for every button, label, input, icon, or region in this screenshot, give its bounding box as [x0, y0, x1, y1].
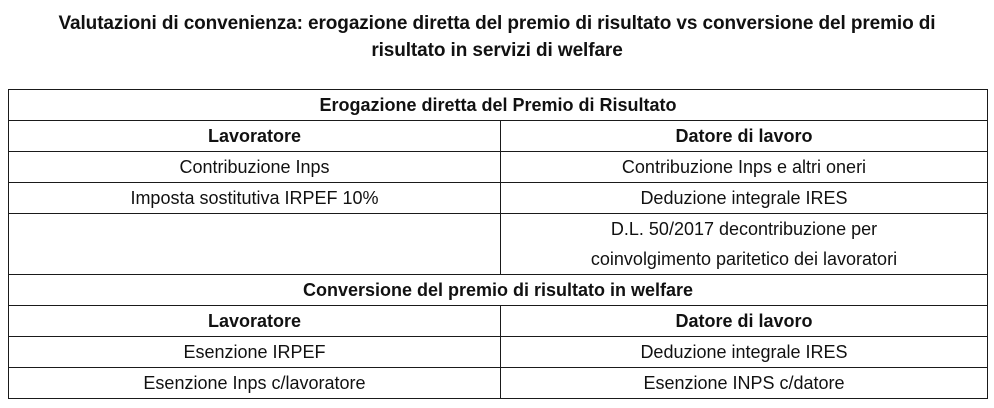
table-cell: Contribuzione Inps e altri oneri — [501, 152, 988, 183]
section-header-row — [9, 275, 988, 306]
column-header-worker: Lavoratore — [9, 121, 501, 152]
title-line-2: risultato in servizi di welfare — [371, 40, 623, 61]
section-header-direct: Erogazione diretta del Premio di Risultato — [9, 90, 988, 121]
column-header-row — [9, 306, 988, 337]
column-header-worker: Lavoratore — [9, 306, 501, 337]
table-cell — [501, 214, 988, 275]
table-row — [9, 337, 988, 368]
section-header-welfare: Conversione del premio di risultato in welfare — [9, 275, 988, 306]
document-title — [0, 10, 994, 64]
table-row — [9, 183, 988, 214]
table-cell-empty — [9, 214, 501, 275]
table-cell: Contribuzione Inps — [9, 152, 501, 183]
column-header-employer: Datore di lavoro — [501, 121, 988, 152]
section-header-row — [9, 90, 988, 121]
column-header-employer: Datore di lavoro — [501, 306, 988, 337]
table-row — [9, 214, 988, 275]
table-row — [9, 152, 988, 183]
table-cell: Esenzione IRPEF — [9, 337, 501, 368]
title-line-1: Valutazioni di convenienza: erogazione diretta del premio di risultato vs conversione del premio di — [58, 13, 936, 34]
table-row — [9, 368, 988, 399]
column-header-row — [9, 121, 988, 152]
table-cell: Deduzione integrale IRES — [501, 337, 988, 368]
table-cell: Esenzione Inps c/lavoratore — [9, 368, 501, 399]
cell-line-1: D.L. 50/2017 decontribuzione per — [610, 219, 878, 239]
comparison-table — [8, 89, 988, 399]
table-cell: Imposta sostitutiva IRPEF 10% — [9, 183, 501, 214]
cell-line-2: coinvolgimento paritetico dei lavoratori — [590, 249, 898, 269]
table-cell: Deduzione integrale IRES — [501, 183, 988, 214]
table-cell: Esenzione INPS c/datore — [501, 368, 988, 399]
